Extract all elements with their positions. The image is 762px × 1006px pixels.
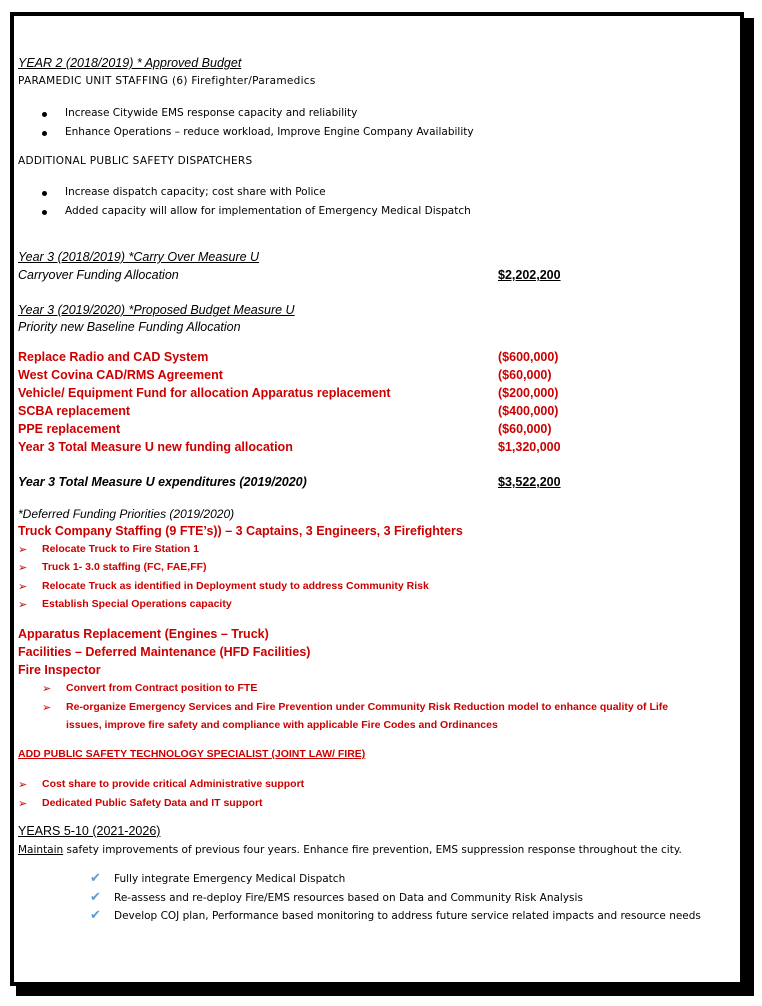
- list-item-continuation: issues, improve fire safety and compliance with applicable Fire Codes and Ordinances: [66, 719, 498, 731]
- budget-item-amount: $1,320,000: [498, 440, 561, 454]
- arrow-bullet-icon: ➢: [42, 702, 52, 714]
- priority-label: Priority new Baseline Funding Allocation: [18, 320, 241, 334]
- list-item: Enhance Operations – reduce workload, Improve Engine Company Availability: [65, 126, 474, 138]
- budget-item-amount: ($600,000): [498, 350, 559, 364]
- facilities-maintenance: Facilities – Deferred Maintenance (HFD Facilities): [18, 645, 311, 659]
- arrow-bullet-icon: ➢: [18, 562, 28, 574]
- budget-item-label: PPE replacement: [18, 422, 121, 436]
- years-5-10-heading: YEARS 5-10 (2021-2026): [18, 824, 161, 838]
- truck-staffing-heading: Truck Company Staffing (9 FTE’s)) – 3 Captains, 3 Engineers, 3 Firefighters: [18, 524, 463, 538]
- checkmark-icon: ✔: [90, 889, 101, 904]
- arrow-bullet-icon: ➢: [18, 599, 28, 611]
- list-item: Re-organize Emergency Services and Fire Prevention under Community Risk Reduction model to enhance quality of Life: [66, 701, 669, 713]
- total-expenditures-amount: $3,522,200: [498, 475, 561, 489]
- year3-proposed-heading: Year 3 (2019/2020) *Proposed Budget Measure U: [18, 303, 295, 317]
- fire-inspector-heading: Fire Inspector: [18, 663, 101, 677]
- list-item: Truck 1- 3.0 staffing (FC, FAE,FF): [42, 561, 207, 573]
- maintain-word: Maintain: [18, 844, 64, 856]
- list-item: Increase Citywide EMS response capacity and reliability: [65, 107, 358, 119]
- list-item: Dedicated Public Safety Data and IT support: [42, 797, 263, 809]
- budget-item-amount: ($400,000): [498, 404, 559, 418]
- arrow-bullet-icon: ➢: [42, 683, 52, 695]
- list-item: Develop COJ plan, Performance based monitoring to address future service related impacts and resource needs: [114, 910, 701, 922]
- list-item: Added capacity will allow for implementation of Emergency Medical Dispatch: [65, 205, 471, 217]
- arrow-bullet-icon: ➢: [18, 798, 28, 810]
- list-item: Relocate Truck as identified in Deployment study to address Community Risk: [42, 580, 429, 592]
- list-item: Establish Special Operations capacity: [42, 598, 232, 610]
- carryover-label: Carryover Funding Allocation: [18, 268, 179, 282]
- year2-heading: YEAR 2 (2018/2019) * Approved Budget: [18, 56, 242, 70]
- list-item: Increase dispatch capacity; cost share with Police: [65, 186, 326, 198]
- carryover-amount: $2,202,200: [498, 268, 561, 282]
- total-expenditures-label: Year 3 Total Measure U expenditures (2019/2020): [18, 475, 307, 489]
- budget-item-amount: ($60,000): [498, 422, 552, 436]
- deferred-heading: *Deferred Funding Priorities (2019/2020): [18, 507, 235, 521]
- budget-item-label: Vehicle/ Equipment Fund for allocation Apparatus replacement: [18, 386, 391, 400]
- list-item: Cost share to provide critical Administrative support: [42, 778, 305, 790]
- tech-specialist-heading: ADD PUBLIC SAFETY TECHNOLOGY SPECIALIST (JOINT LAW/ FIRE): [18, 748, 366, 760]
- bullet-dot-icon: [42, 112, 47, 117]
- list-item: Relocate Truck to Fire Station 1: [42, 543, 199, 555]
- budget-item-label: SCBA replacement: [18, 404, 131, 418]
- checkmark-icon: ✔: [90, 870, 101, 885]
- bullet-dot-icon: [42, 210, 47, 215]
- arrow-bullet-icon: ➢: [18, 779, 28, 791]
- year3-carry-heading: Year 3 (2018/2019) *Carry Over Measure U: [18, 250, 260, 264]
- checkmark-icon: ✔: [90, 907, 101, 922]
- budget-item-label: Year 3 Total Measure U new funding allocation: [18, 440, 293, 454]
- budget-item-amount: ($60,000): [498, 368, 552, 382]
- budget-item-amount: ($200,000): [498, 386, 559, 400]
- budget-item-label: Replace Radio and CAD System: [18, 350, 209, 364]
- intro-rest: safety improvements of previous four years. Enhance fire prevention, EMS suppression response throughout the city.: [63, 844, 682, 856]
- list-item: Fully integrate Emergency Medical Dispatch: [114, 873, 346, 885]
- arrow-bullet-icon: ➢: [18, 581, 28, 593]
- list-item: Re-assess and re-deploy Fire/EMS resources based on Data and Community Risk Analysis: [114, 892, 583, 904]
- budget-item-label: West Covina CAD/RMS Agreement: [18, 368, 223, 382]
- list-item: Convert from Contract position to FTE: [66, 682, 258, 694]
- apparatus-replacement: Apparatus Replacement (Engines – Truck): [18, 627, 269, 641]
- bullet-dot-icon: [42, 191, 47, 196]
- paramedic-staffing-label: PARAMEDIC UNIT STAFFING (6) Firefighter/Paramedics: [18, 75, 316, 87]
- bullet-dot-icon: [42, 131, 47, 136]
- years-5-10-intro: [18, 844, 682, 856]
- dispatchers-label: ADDITIONAL PUBLIC SAFETY DISPATCHERS: [18, 155, 253, 167]
- arrow-bullet-icon: ➢: [18, 544, 28, 556]
